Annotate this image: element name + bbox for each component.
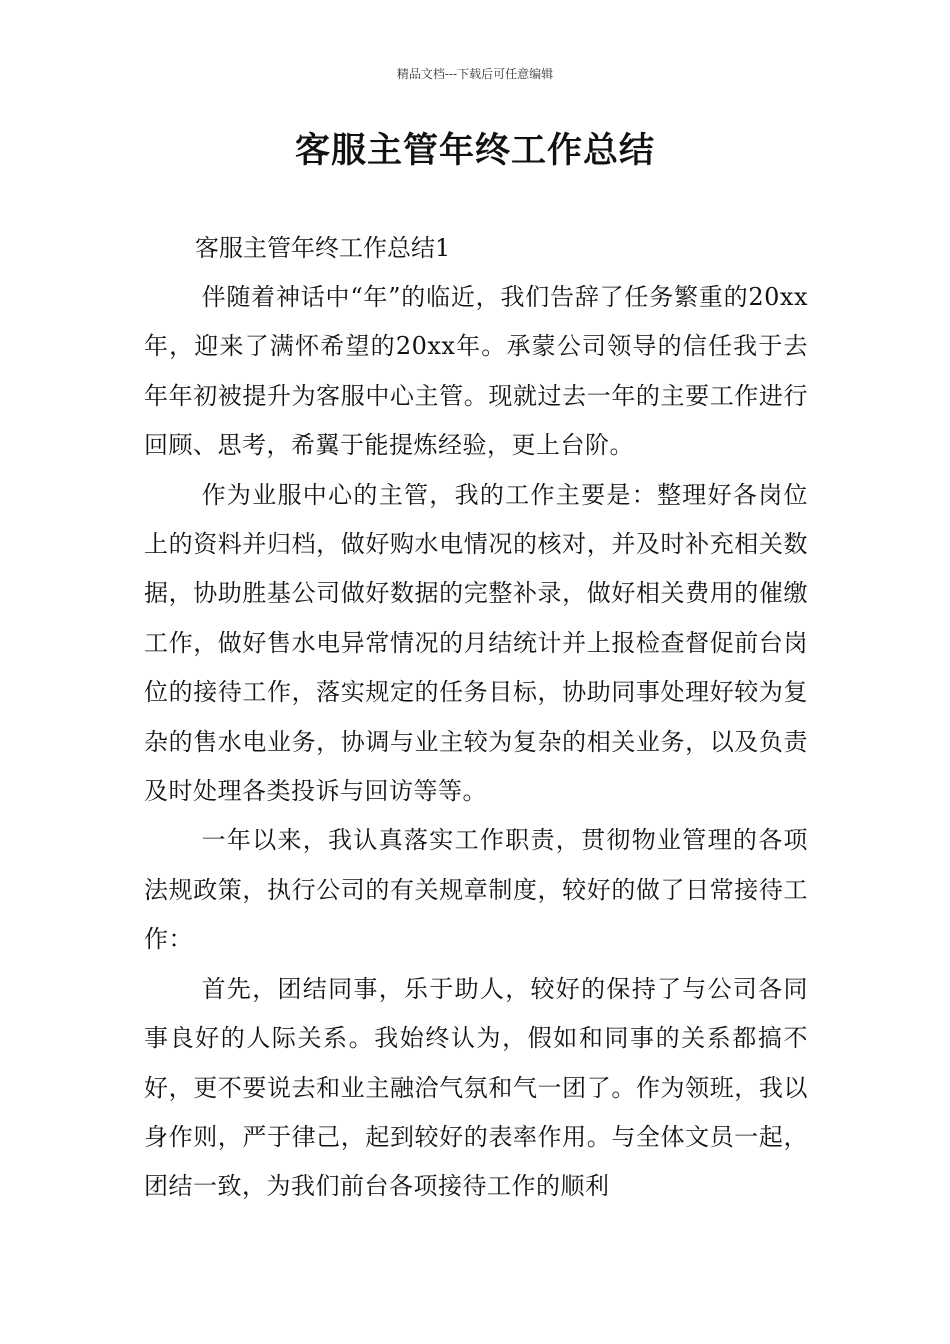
paragraph: 作为业服中心的主管，我的工作主要是：整理好各岗位上的资料并归档，做好购水电情况的核对，并及时补充相关数据，协助胜基公司做好数据的完整补录，做好相关费用的催缴工作，做好售水电异常情况的月结统计并上报检查督促前台岗位的接待工作，落实规定的任务目标，协助同事处理好较为复杂的售水电业务，协调与业主较为复杂的相关业务，以及负责及时处理各类投诉与回访等等。 <box>144 480 808 806</box>
section-heading: 客服主管年终工作总结1 <box>195 234 451 262</box>
header-note: 精品文档---下载后可任意编辑 <box>396 67 554 81</box>
paragraph: 首先，团结同事，乐于助人，较好的保持了与公司各同事良好的人际关系。我始终认为，假如和同事的关系都搞不好，更不要说去和业主融洽气氛和气一团了。作为领班，我以身作则，严于律己，起到较好的表率作用。与全体文员一起，团结一致，为我们前台各项接待工作的顺利 <box>144 974 808 1201</box>
document-body <box>144 224 808 1212</box>
document-title: 客服主管年终工作总结 <box>294 131 655 171</box>
paragraph: 伴随着神话中“年”的临近，我们告辞了任务繁重的20xx年，迎来了满怀希望的20xx年。承蒙公司领导的信任我于去年年初被提升为客服中心主管。现就过去一年的主要工作进行回顾、思考，希翼于能提炼经验，更上台阶。 <box>144 283 808 460</box>
paragraph: 一年以来，我认真落实工作职责，贯彻物业管理的各项法规政策，执行公司的有关规章制度，较好的做了日常接待工作： <box>144 826 808 954</box>
